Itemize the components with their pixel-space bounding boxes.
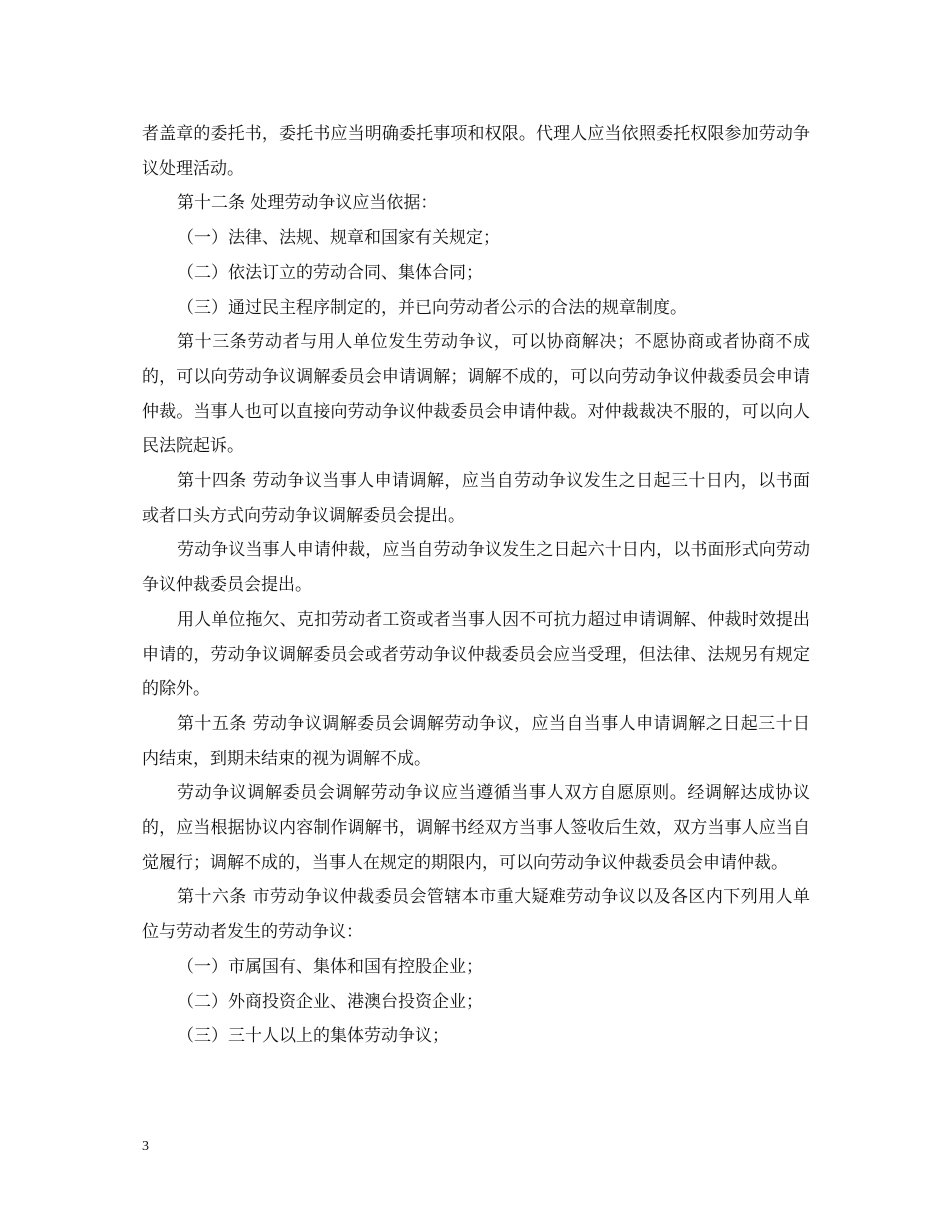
article-13: 第十三条劳动者与用人单位发生劳动争议，可以协商解决；不愿协商或者协商不成的，可以向劳动争议调解委员会申请调解；调解不成的，可以向劳动争议仲裁委员会申请仲裁。当事人也可以直接向劳动争议仲裁委员会申请仲裁。对仲裁裁决不服的，可以向人民法院起诉。: [142, 332, 810, 457]
article-12-heading: 第十二条 处理劳动争议应当依据：: [177, 193, 438, 214]
paragraph-continuation: 者盖章的委托书，委托书应当明确委托事项和权限。代理人应当依照委托权限参加劳动争议处理活动。: [142, 124, 810, 179]
article-15-paragraph-1: 第十五条 劳动争议调解委员会调解劳动争议，应当自当事人申请调解之日起三十日内结束，到期未结束的视为调解不成。: [142, 713, 810, 769]
article-12-item-1: （一）法律、法规、规章和国家有关规定；: [177, 228, 500, 249]
page-number: 3: [142, 1139, 149, 1154]
article-16-item-2: （二）外商投资企业、港澳台投资企业；: [177, 991, 483, 1012]
article-14-paragraph-3: 用人单位拖欠、克扣劳动者工资或者当事人因不可抗力超过申请调解、仲裁时效提出申请的，劳动争议调解委员会或者劳动争议仲裁委员会应当受理，但法律、法规另有规定的除外。: [142, 609, 810, 700]
article-12-item-2: （二）依法订立的劳动合同、集体合同；: [177, 262, 483, 283]
article-14-paragraph-2: 劳动争议当事人申请仲裁，应当自劳动争议发生之日起六十日内，以书面形式向劳动争议仲裁委员会提出。: [142, 540, 810, 596]
article-16-item-1: （一）市属国有、集体和国有控股企业；: [177, 956, 483, 977]
article-14-paragraph-1: 第十四条 劳动争议当事人申请调解，应当自劳动争议发生之日起三十日内，以书面或者口头方式向劳动争议调解委员会提出。: [142, 471, 810, 526]
document-body: [142, 117, 810, 1054]
article-15-paragraph-2: 劳动争议调解委员会调解劳动争议应当遵循当事人双方自愿原则。经调解达成协议的，应当根据协议内容制作调解书，调解书经双方当事人签收后生效，双方当事人应当自觉履行；调解不成的，当事人在规定的期限内，可以向劳动争议仲裁委员会申请仲裁。: [142, 783, 810, 873]
article-16-heading: 第十六条 市劳动争议仲裁委员会管辖本市重大疑难劳动争议以及各区内下列用人单位与劳动者发生的劳动争议：: [142, 887, 810, 943]
article-12-item-3: （三）通过民主程序制定的，并已向劳动者公示的合法的规章制度。: [177, 297, 687, 318]
article-16-item-3: （三）三十人以上的集体劳动争议；: [177, 1026, 449, 1047]
